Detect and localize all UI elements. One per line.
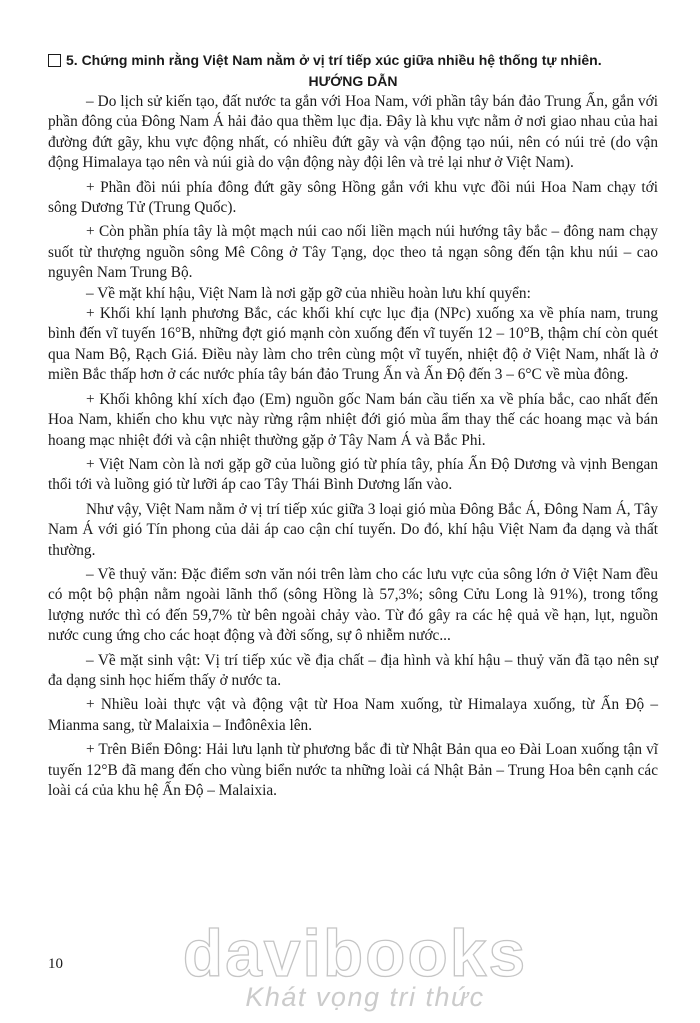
paragraph: + Khối không khí xích đạo (Em) nguồn gốc Nam bán cầu tiến xa về phía bắc, cao nhất đến Hoa Nam, khiến cho khu vực này rừng rậm nhiệt đới gió mùa ẩm thay thế các hoang mạc và bán hoang mạc nhiệt đới và cận nhiệt thường gặp ở Tây Nam Á và Bắc Phi.	[48, 390, 658, 449]
paragraph: – Về mặt sinh vật: Vị trí tiếp xúc về địa chất – địa hình và khí hậu – thuỷ văn đã tạo nên sự đa dạng sinh học hiếm thấy ở nước ta.	[48, 651, 658, 689]
paragraph: + Khối khí lạnh phương Bắc, các khối khí cực lục địa (NPc) xuống xa về phía nam, trung bình đến vĩ tuyến 16°B, những đợt gió mạnh còn xuống đến vĩ tuyến 12 – 10°B, thậm chí còn quét qua Nam Bộ, Rạch Giá. Điều này làm cho trên cùng một vĩ tuyến, nhiệt độ ở Việt Nam, nhất là ở miền Bắc thấp hơn ở các nước phía tây bán đảo Trung Ấn và Ấn Độ đến 3 – 6°C về mùa đông.	[48, 305, 658, 384]
watermark-tagline: Khát vọng tri thức	[245, 982, 485, 1012]
paragraph: + Nhiều loài thực vật và động vật từ Hoa Nam xuống, từ Himalaya xuống, từ Ấn Độ – Mianma sang, từ Malaixia – Inđônêxia lên.	[48, 696, 658, 734]
paragraph: + Trên Biển Đông: Hải lưu lạnh từ phương bắc đi từ Nhật Bản qua eo Đài Loan xuống tận vĩ tuyến 12°B đã mang đến cho vùng biển nước ta những loài cá Nhật Bản – Trung Hoa bên cạnh các loài cá của khu hệ Ấn Độ – Malaixia.	[48, 741, 658, 799]
watermark-logo: davibooks	[182, 916, 528, 990]
page-content	[48, 50, 658, 801]
paragraph: + Phần đồi núi phía đông đứt gãy sông Hồng gắn với khu vực đồi núi Hoa Nam chạy tới sông Dương Tử (Trung Quốc).	[48, 178, 658, 217]
checkbox-icon	[48, 54, 61, 67]
paragraph: – Về mặt khí hậu, Việt Nam là nơi gặp gỡ của nhiều hoàn lưu khí quyển:	[86, 284, 531, 302]
answer-body	[48, 92, 658, 801]
page-number: 10	[48, 956, 63, 972]
paragraph: Như vậy, Việt Nam nằm ở vị trí tiếp xúc giữa 3 loại gió mùa Đông Bắc Á, Đông Nam Á, Tây Nam Á với gió Tín phong của dải áp cao cận chí tuyến. Do đó, khí hậu Việt Nam đa dạng và thất thường.	[48, 500, 658, 559]
paragraph: – Do lịch sử kiến tạo, đất nước ta gắn với Hoa Nam, với phần tây bán đảo Trung Ấn, gắn với phần đông của Đông Nam Á hải đảo qua thềm lục địa. Đây là khu vực nằm ở nơi giao nhau của hai đường đứt gãy, khu vực động nhất, có nhiều đứt gãy và vận động tạo núi, nên có núi trẻ (do vận động Himalaya tạo nên và núi già do vận động này đội lên và trẻ lại như ở Việt Nam).	[48, 93, 658, 172]
question-text: 5. Chứng minh rằng Việt Nam nằm ở vị trí tiếp xúc giữa nhiều hệ thống tự nhiên.	[66, 52, 602, 68]
section-heading: HƯỚNG DẪN	[308, 73, 398, 89]
question-heading	[48, 50, 658, 70]
paragraph: – Về thuỷ văn: Đặc điểm sơn văn nói trên làm cho các lưu vực của sông lớn ở Việt Nam đều có một bộ phận nằm ngoài lãnh thổ (sông Hồng là 57,3%; sông Cửu Long là 91%), trong tổng lượng nước thì có đến 59,7% từ bên ngoài chảy vào. Từ đó gây ra các hệ quả về hạn, lụt, nguồn nước cung ứng cho các hoạt động và đời sống, sự ô nhiễm nước...	[48, 565, 658, 645]
paragraph: + Việt Nam còn là nơi gặp gỡ của luồng gió từ phía tây, phía Ấn Độ Dương và vịnh Bengan thổi tới và luồng gió từ lưỡi áp cao Tây Thái Bình Dương lấn vào.	[48, 455, 658, 494]
paragraph: + Còn phần phía tây là một mạch núi cao nối liền mạch núi hướng tây bắc – đông nam chạy suốt từ thượng nguồn sông Mê Công ở Tây Tạng, dọc theo tả ngạn sông đến tận khu núi – cao nguyên Nam Trung Bộ.	[48, 223, 658, 282]
